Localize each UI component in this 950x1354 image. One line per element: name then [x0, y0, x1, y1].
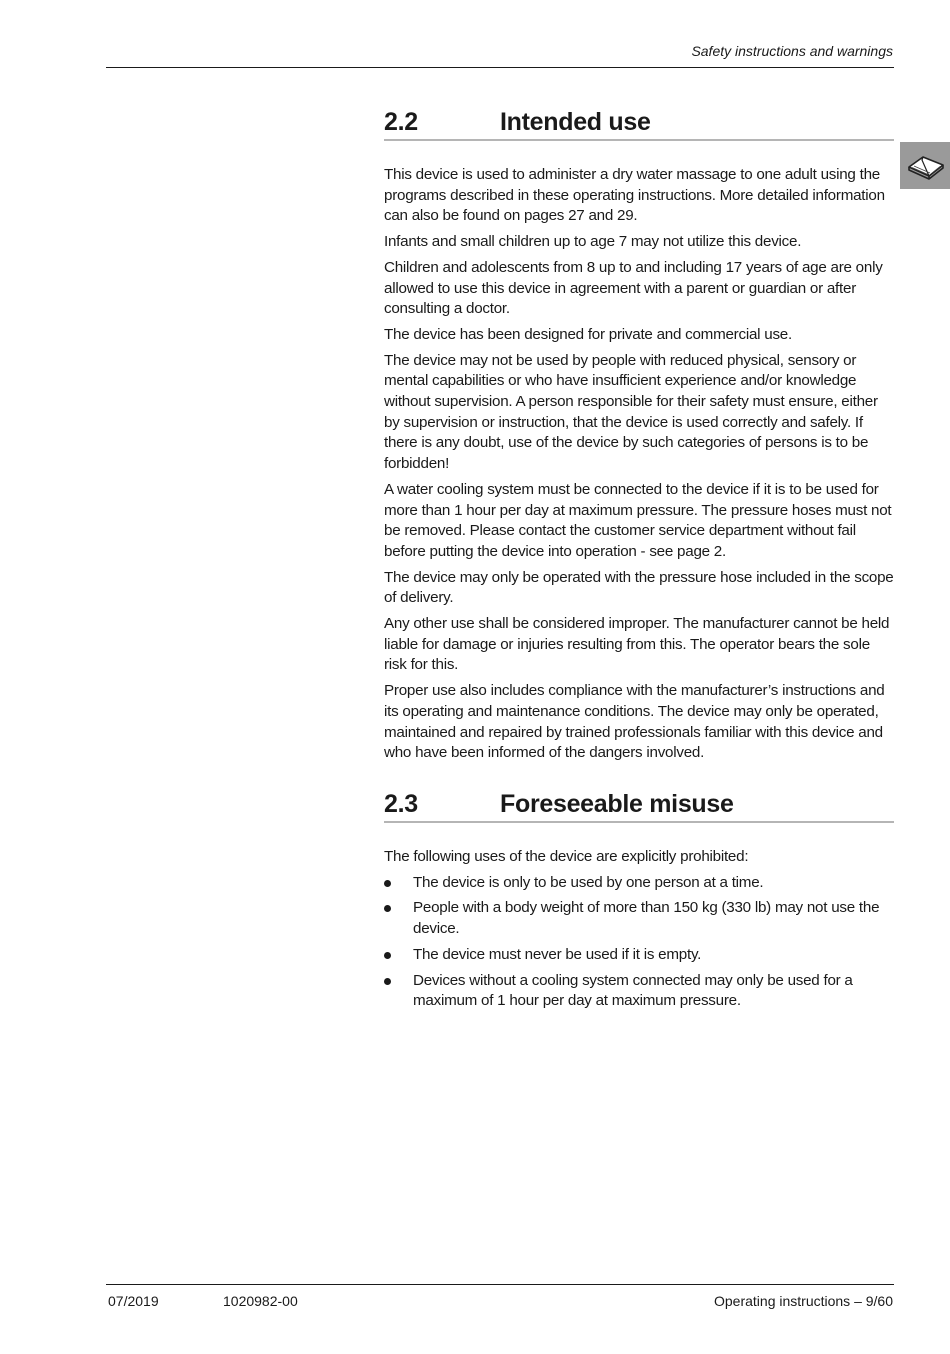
- paragraph: A water cooling system must be connected to the device if it is to be used for more than 1 hour per day at maximum pressure. The pressure hoses must not be removed. Please contact the customer service department without fail before putting the device into operation - see page 2.: [384, 480, 892, 560]
- paragraph: The device may only be operated with the pressure hose included in the scope of delivery.: [384, 568, 894, 607]
- section-number: 2.3: [384, 790, 418, 818]
- header-divider: [106, 67, 894, 68]
- footer-page-number: Operating instructions – 9/60: [714, 1293, 893, 1309]
- header-title: Safety instructions and warnings: [691, 43, 893, 59]
- intro-paragraph: The following uses of the device are explicitly prohibited:: [384, 848, 749, 865]
- section-title: Foreseeable misuse: [500, 790, 734, 818]
- section-title: Intended use: [500, 108, 651, 136]
- prohibited-uses-list: [384, 873, 894, 1012]
- list-item: The device must never be used if it is empty.: [384, 945, 894, 966]
- footer-divider: [106, 1284, 894, 1285]
- list-item: Devices without a cooling system connected may only be used for a maximum of 1 hour per day at maximum pressure.: [384, 971, 894, 1012]
- section-intended-use: [384, 108, 894, 769]
- list-item: The device is only to be used by one person at a time.: [384, 873, 894, 894]
- footer-date: 07/2019: [108, 1293, 159, 1309]
- footer-document-number: 1020982-00: [223, 1293, 298, 1309]
- section-foreseeable-misuse: [384, 790, 894, 1017]
- section-number: 2.2: [384, 108, 418, 136]
- bullet-icon: [384, 880, 391, 887]
- paragraph: This device is used to administer a dry water massage to one adult using the programs described in these operating instructions. More detailed information can also be found on pages 27 and 29.: [384, 166, 885, 225]
- paragraph: The device has been designed for private and commercial use.: [384, 325, 792, 343]
- paragraph: Any other use shall be considered improper. The manufacturer cannot be held liable for damage or injuries resulting from this. The operator bears the sole risk for this.: [384, 615, 890, 674]
- paragraph: The device may not be used by people with reduced physical, sensory or mental capabilities or who have insufficient experience and/or knowledge without supervision. A person responsible for their safety must ensure, either by supervision or instruction, that the device is used correctly and safely. If there is any doubt, use of the device by such categories of persons is to be forbidden!: [384, 351, 878, 473]
- bullet-icon: [384, 905, 391, 912]
- paragraph: Infants and small children up to age 7 may not utilize this device.: [384, 233, 802, 251]
- list-item: People with a body weight of more than 150 kg (330 lb) may not use the device.: [384, 898, 894, 939]
- section-heading-2-2: [384, 108, 894, 141]
- section-heading-2-3: [384, 790, 894, 823]
- paragraph: Children and adolescents from 8 up to and including 17 years of age are only allowed to use this device in agreement with a parent or guardian or after consulting a doctor.: [384, 258, 883, 318]
- open-book-icon: [906, 150, 946, 180]
- paragraph: Proper use also includes compliance with the manufacturer’s instructions and its operating and maintenance conditions. The device may only be operated, maintained and repaired by trained professionals familiar with this device and who have been informed of the dangers involved.: [384, 682, 885, 762]
- bullet-icon: [384, 978, 391, 985]
- bullet-icon: [384, 952, 391, 959]
- chapter-tab[interactable]: [900, 142, 950, 189]
